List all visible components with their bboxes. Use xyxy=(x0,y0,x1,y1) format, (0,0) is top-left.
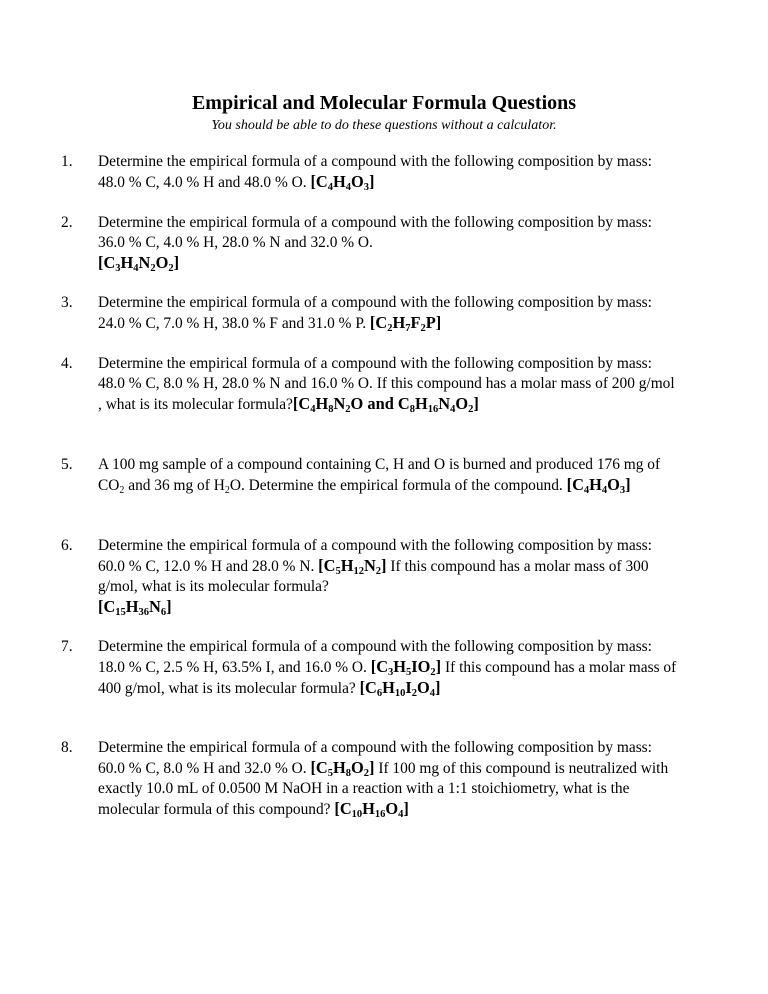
question-text: Determine the empirical formula of a compound with the following composition by mass: 60.0 % C, 12.0 % H and 28.0 % N. $[C_5H_{12}N_2]$ If this compound has a molar mass of 300 g/mol, what is its molecular formula? $[C_{15}H_{36}N_6]$ xyxy=(98,537,652,618)
question-number: 6. xyxy=(61,537,73,554)
question-3 xyxy=(61,293,681,334)
question-text: Determine the empirical formula of a compound with the following composition by mass: 60.0 % C, 8.0 % H and 32.0 % O. $[C_5H_8O_2]$ If 100 mg of this compound is neutralized with exactly 10.0 mL of 0.0500 M NaOH in a reaction with a 1:1 stoichiometry, what is the molecular formula of this compound? $[C_{10}H_{16}O_4]$ xyxy=(98,739,669,820)
page-title: Empirical and Molecular Formula Questions xyxy=(191,92,577,114)
answer-formula: [$C_4H_8N_2O$ and $C_8H_{16}N_4O_2$] xyxy=(292,394,479,415)
answer-formula: $[C_3H_4N_2O_2]$ xyxy=(98,253,180,274)
question-number: 2. xyxy=(61,214,73,231)
answer-formula: $[C_4H_4O_3]$ xyxy=(310,172,375,193)
question-number: 8. xyxy=(61,739,73,756)
answer-formula: $[C_5H_{12}N_2]$ xyxy=(318,556,387,577)
question-number: 4. xyxy=(61,355,73,372)
question-number: 5. xyxy=(61,456,73,473)
answer-formula: $[C_6H_{10}I_2O_4]$ xyxy=(359,678,441,699)
question-text: A 100 mg sample of a compound containing C, H and O is burned and produced 176 mg of $CO_2$ and 36 mg of $H_2O$. Determine the empirical formula of the compound. $[C_4H_4O_3]$ xyxy=(98,456,661,496)
answer-formula: $[C_{15}H_{36}N_6]$ xyxy=(98,597,172,618)
question-8 xyxy=(61,738,681,820)
question-text: Determine the empirical formula of a compound with the following composition by mass: 48.0 % C, 4.0 % H and 48.0 % O. $[C_4H_4O_3]$ xyxy=(98,153,652,193)
question-text: Determine the empirical formula of a compound with the following composition by mass: 24.0 % C, 7.0 % H, 38.0 % F and 31.0 % P. $[C_2H_7F_2P]$ xyxy=(98,294,652,334)
question-2 xyxy=(61,213,681,274)
question-text: Determine the empirical formula of a compound with the following composition by mass: 36.0 % C, 4.0 % H, 28.0 % N and 32.0 % O. $[C_3H_4N_2O_2]$ xyxy=(98,214,652,274)
question-text: Determine the empirical formula of a compound with the following composition by mass: 48.0 % C, 8.0 % H, 28.0 % N and 16.0 % O. If this compound has a molar mass of 200 g/mol , what is its molecular $formula?[C_4H_8N_2O$ and $C_8H_{16}N_4O_2$] xyxy=(98,355,675,415)
question-text: Determine the empirical formula of a compound with the following composition by mass: 18.0 % C, 2.5 % H, 63.5% I, and 16.0 % O. $[C_3H_5IO_2]$ If this compound has a molar mass of 400 g/mol, what is its molecular formula? $[C_6H_{10}I_2O_4]$ xyxy=(98,638,677,699)
answer-formula: $[C_4H_4O_3]$ xyxy=(566,475,631,496)
question-number: 1. xyxy=(61,153,73,170)
question-number: 3. xyxy=(61,294,73,311)
question-6 xyxy=(61,536,681,618)
answer-formula: $[C_{10}H_{16}O_4]$ xyxy=(334,799,409,820)
page-subtitle: You should be able to do these questions without a calculator. xyxy=(211,118,557,133)
question-7 xyxy=(61,637,681,699)
question-5 xyxy=(61,455,681,496)
question-1 xyxy=(61,152,681,193)
question-number: 7. xyxy=(61,638,73,655)
answer-formula: $[C_5H_8O_2]$ xyxy=(310,758,375,779)
answer-formula: $[C_3H_5IO_2]$ xyxy=(370,657,442,678)
question-4 xyxy=(61,354,681,415)
answer-formula: $[C_2H_7F_2P]$ xyxy=(369,313,442,334)
